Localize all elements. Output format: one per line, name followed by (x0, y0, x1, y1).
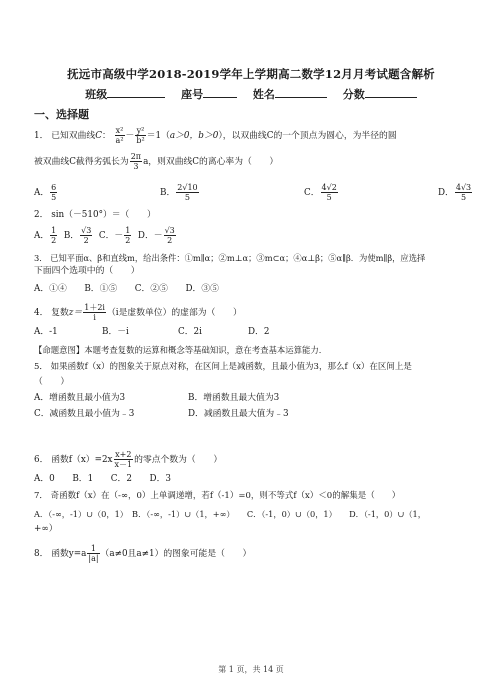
q8-den: |a| (88, 554, 99, 563)
q4-option-d[interactable]: D．2 (248, 327, 270, 337)
q1-b-frac (176, 183, 198, 202)
q2-b-frac[interactable] (80, 226, 92, 245)
q4-fraction (83, 303, 106, 322)
q2-stem: 2． sin（－510°）＝（ ） (34, 210, 156, 220)
q1-option-c[interactable] (304, 183, 339, 202)
q1-fraction-x (115, 126, 125, 145)
q6-options[interactable]: A．0 B．1 C．2 D．3 (34, 474, 171, 484)
q1-post: ），以双曲线C的一个顶点为圆心，为半径的圆 (218, 131, 397, 141)
q2-d-label: D．－ (137, 231, 163, 241)
q2-b-label: B． (63, 231, 80, 241)
q3-line1: 3． 已知平面α、β和直线m，给出条件：①m∥α；②m⊥α；③m⊂α；④α⊥β；⑤α∥β．为使m∥β，应选择 (34, 253, 426, 263)
q1-b2: b² (136, 136, 145, 145)
q8-pre: 8． 函数y=a (34, 549, 87, 559)
q2-d-num: √3 (164, 226, 175, 235)
q5-line1: 5． 如果函数f（x）的图象关于原点对称，在区间上是减函数，且最小值为3，那么f（x）在区间上是 (34, 362, 412, 372)
seat-blank[interactable] (203, 86, 237, 98)
q1-a-label: A． (34, 188, 50, 198)
q1-pre: 已知双曲线 (51, 131, 96, 141)
class-label: 班级 (85, 88, 108, 101)
q2-c-label: C．－ (98, 231, 124, 241)
q1-arc-num: 2π (130, 152, 142, 161)
q1-d-label: D． (438, 188, 454, 198)
q1-option-a[interactable] (34, 183, 58, 202)
q1-colon: ： (101, 131, 111, 141)
seat-label: 座号 (181, 88, 204, 101)
q1-line2-post: a，则双曲线C的离心率为（ ） (143, 157, 279, 167)
q1-b-den: 5 (184, 193, 190, 202)
q8-num: 1 (87, 544, 99, 554)
q1-a-frac (50, 183, 57, 202)
q2-a-num: 1 (51, 226, 57, 235)
q4-option-b[interactable]: B．－i (102, 327, 129, 337)
q4-note: 【命题意图】本题考查复数的运算和概念等基础知识，意在考查基本运算能力． (34, 345, 328, 355)
q1-fraction-arc (130, 152, 142, 171)
q2-b-num: √3 (81, 226, 92, 235)
name-label: 姓名 (252, 88, 275, 101)
q4-den: i (93, 313, 96, 322)
q2-a-label: A． (34, 231, 50, 241)
q1-b-num: 2√10 (177, 183, 198, 192)
q2-options (34, 226, 177, 245)
q4-option-c[interactable]: C．2i (178, 327, 202, 337)
q2-a-frac[interactable] (50, 226, 57, 245)
q4-pre: 4． 复数 (34, 308, 69, 318)
q1-arc-den: 3 (133, 162, 139, 171)
name-blank[interactable] (275, 86, 327, 98)
q5-option-c[interactable]: C．减函数且最小值为﹣3 (34, 409, 135, 419)
q4-stem (34, 303, 242, 322)
document-title: 抚远市高级中学2018-2019学年上学期高二数学12月月考试题含解析 (67, 67, 435, 81)
q1-line1 (34, 126, 397, 145)
q1-line2 (34, 152, 278, 171)
q8-fraction (87, 544, 99, 563)
q8-post: （a≠0且a≠1）的图象可能是（ ） (100, 549, 252, 559)
q2-d-den: 2 (167, 236, 173, 245)
q1-line2-pre: 被双曲线C截得劣弧长为 (34, 157, 129, 167)
q2-a-den: 2 (51, 236, 57, 245)
q5-option-a[interactable]: A．增函数且最小值为3 (34, 393, 126, 403)
q1-c-frac (321, 183, 338, 202)
student-info-row (0, 86, 502, 102)
q4-z: z＝ (68, 308, 83, 318)
q2-c-den: 2 (125, 236, 131, 245)
q7-line3: +∞） (34, 524, 58, 534)
q1-c: C (95, 131, 102, 141)
q1-d-frac (455, 183, 472, 202)
q7-line1: 7． 奇函数f（x）在（-∞，0）上单调递增，若f（-1）=0，则不等式f（x）＜0的解集是（ ） (34, 491, 401, 501)
q1-option-b[interactable] (160, 183, 200, 202)
q1-c-num: 4√2 (321, 183, 337, 192)
q6-stem (34, 450, 222, 469)
q1-fraction-y (135, 126, 145, 145)
q5-option-b[interactable]: B．增函数且最大值为3 (188, 393, 280, 403)
q6-num: x+2 (115, 450, 132, 459)
q6-post: 的零点个数为（ ） (134, 455, 223, 465)
q1-a-num: 6 (51, 183, 57, 192)
q2-b-den: 2 (83, 236, 89, 245)
q1-c-den: 5 (326, 193, 332, 202)
q1-x2: x² (115, 126, 124, 135)
q1-minus: － (125, 131, 135, 141)
q1-d-den: 5 (460, 193, 467, 202)
q2-d-frac[interactable] (164, 226, 176, 245)
q1-d-num: 4√3 (455, 183, 472, 192)
q4-post: （i是虚数单位）的虚部为（ ） (106, 308, 242, 318)
q2-c-num: 1 (125, 226, 131, 235)
q1-cond: a＞0，b＞0 (169, 131, 219, 141)
q1-eq: ＝1（ (146, 131, 170, 141)
q1-c-label: C． (304, 188, 320, 198)
q1-option-d[interactable] (438, 183, 473, 202)
q3-line2: 下面四个选项中的（ ） (34, 266, 140, 276)
q3-options[interactable]: A．①④ B．①⑤ C．②⑤ D．③⑤ (34, 284, 219, 294)
page-footer: 第 1 页，共 14 页 (218, 665, 284, 674)
q1-a2: a² (115, 136, 124, 145)
q6-pre: 6． 函数f（x）=2x (34, 455, 113, 465)
q6-fraction (114, 450, 134, 469)
q5-option-d[interactable]: D．减函数且最大值为﹣3 (188, 409, 289, 419)
q5-line2: （ ） (34, 377, 70, 387)
q6-den: x－1 (114, 460, 133, 469)
q1-number: 1． (34, 131, 49, 141)
section-heading: 一、选择题 (34, 108, 89, 121)
q1-y2: y² (136, 126, 145, 135)
q4-option-a[interactable]: A．-1 (34, 327, 58, 337)
score-blank[interactable] (365, 86, 417, 98)
q7-line2[interactable]: A．（-∞，-1）∪（0，1） B．（-∞，-1）∪（1，+∞） C．（-1，0）∪（0，1） D．（-1，0）∪（1， (34, 509, 426, 519)
q4-num: 1＋2i (84, 303, 105, 312)
score-label: 分数 (342, 88, 365, 101)
q1-b-label: B． (160, 188, 176, 198)
q8-stem (34, 544, 251, 563)
q2-c-frac[interactable] (124, 226, 131, 245)
q1-a-den: 5 (51, 193, 57, 202)
class-blank[interactable] (107, 86, 165, 98)
